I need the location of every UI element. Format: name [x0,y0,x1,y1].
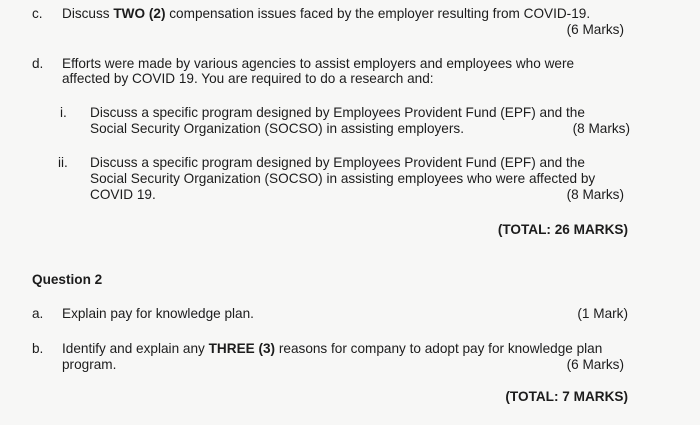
question-2-heading: Question 2 [32,272,103,287]
item-d-line1: Efforts were made by various agencies to assist employers and employees who were [62,56,575,71]
q2-item-b-bold: THREE (3) [208,341,276,356]
sub-i-line1: Discuss a specific program designed by Employees Provident Fund (EPF) and the [90,105,585,120]
q2-item-a-text: Explain pay for knowledge plan. [62,306,254,321]
sub-ii-line3: COVID 19. [90,187,156,202]
item-c-marks: (6 Marks) [566,22,624,37]
sub-ii-marks: (8 Marks) [566,187,624,202]
q2-item-a-letter: a. [32,306,44,321]
total-q1: (TOTAL: 26 MARKS) [497,222,628,237]
sub-i-line2: Social Security Organization (SOCSO) in assisting employers. [90,121,464,136]
sub-ii-line2: Social Security Organization (SOCSO) in assisting employees who were affected by [90,171,596,186]
sub-ii-num: ii. [58,155,68,170]
item-c-letter: c. [32,6,43,21]
q2-item-b-letter: b. [32,341,44,356]
q2-item-b-marks: (6 Marks) [566,357,624,372]
sub-ii-line1: Discuss a specific program designed by Employees Provident Fund (EPF) and the [90,155,585,170]
q2-item-a-marks: (1 Mark) [577,306,628,321]
item-d-letter: d. [32,56,44,71]
sub-i-marks: (8 Marks) [572,121,630,136]
sub-i-num: i. [60,105,67,120]
q2-item-b-text: Identify and explain any THREE (3) reasons for company to adopt pay for knowledge plan [62,341,603,356]
item-d-line2: affected by COVID 19. You are required to do a research and: [62,71,434,86]
q2-item-b-line2: program. [62,357,117,372]
total-q2: (TOTAL: 7 MARKS) [505,389,628,404]
item-c-bold: TWO (2) [113,6,166,21]
item-c-text: Discuss TWO (2) compensation issues faced by the employer resulting from COVID-19. [62,6,591,21]
